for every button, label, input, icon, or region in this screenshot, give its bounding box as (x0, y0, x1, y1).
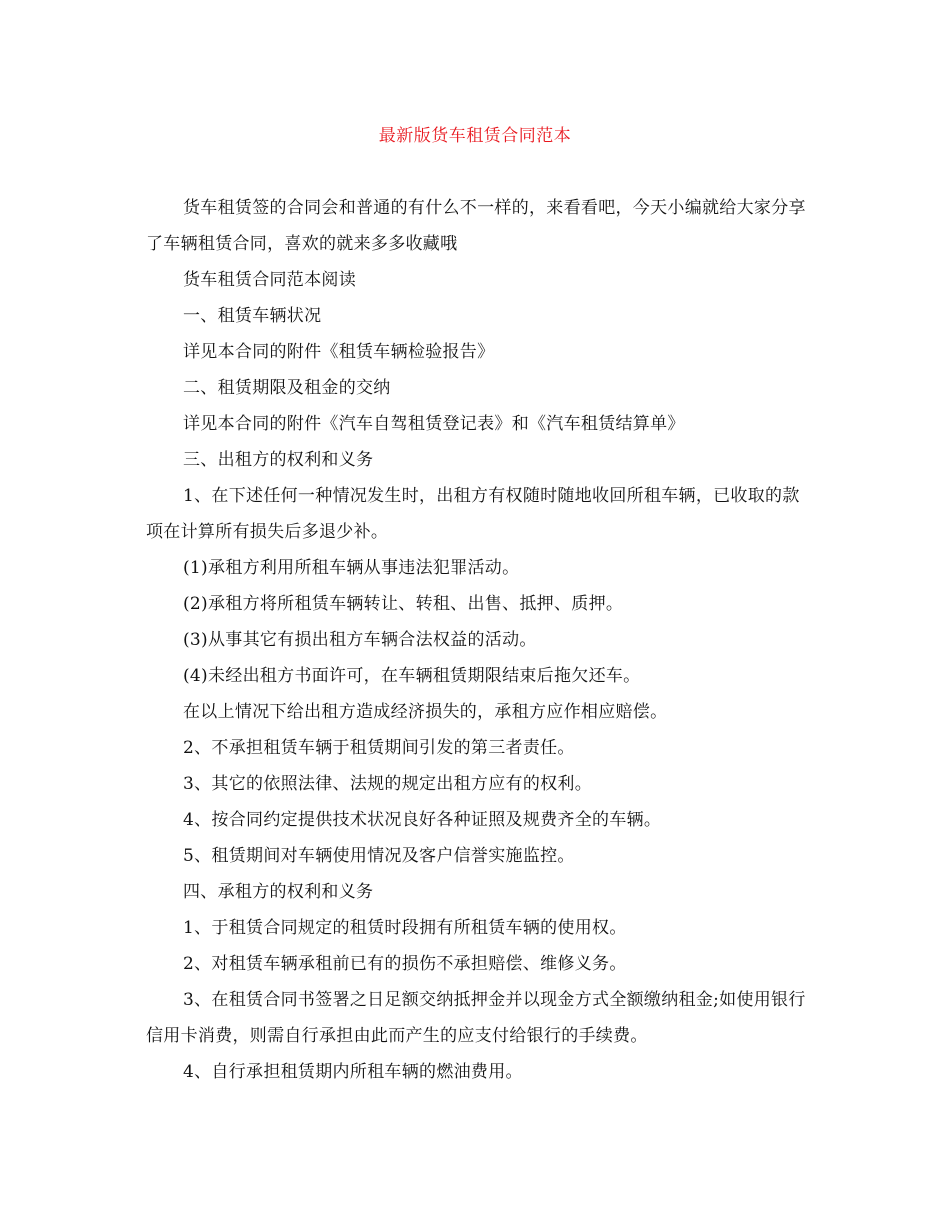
list-item: (2)承租方将所租赁车辆转让、转租、出售、抵押、质押。 (183, 594, 624, 614)
list-item: 5、租赁期间对车辆使用情况及客户信誉实施监控。 (183, 846, 575, 866)
section-heading: 二、租赁期限及租金的交纳 (183, 378, 391, 398)
list-item: 1、于租赁合同规定的租赁时段拥有所租赁车辆的使用权。 (183, 918, 627, 938)
section-heading: 一、租赁车辆状况 (183, 306, 322, 326)
paragraph: 在以上情况下给出租方造成经济损失的，承租方应作相应赔偿。 (183, 702, 668, 722)
list-item: 3、在租赁合同书签署之日足额交纳抵押金并以现金方式全额缴纳租金;如使用银行信用卡消费，则需自行承担由此而产生的应支付给银行的手续费。 (146, 990, 806, 1046)
list-item: (3)从事其它有损出租方车辆合法权益的活动。 (183, 630, 537, 650)
document-body (146, 190, 814, 1090)
list-item: 2、不承担租赁车辆于租赁期间引发的第三者责任。 (183, 738, 575, 758)
list-item: (1)承租方利用所租车辆从事违法犯罪活动。 (183, 558, 520, 578)
list-item: (4)未经出租方书面许可，在车辆租赁期限结束后拖欠还车。 (183, 666, 641, 686)
list-item: 1、在下述任何一种情况发生时，出租方有权随时随地收回所租车辆，已收取的款项在计算所有损失后多退少补。 (146, 486, 800, 542)
paragraph: 详见本合同的附件《汽车自驾租赁登记表》和《汽车租赁结算单》 (183, 414, 685, 434)
section-heading: 三、出租方的权利和义务 (183, 450, 374, 470)
paragraph: 货车租赁合同范本阅读 (183, 270, 356, 290)
list-item: 3、其它的依照法律、法规的规定出租方应有的权利。 (183, 774, 593, 794)
paragraph: 详见本合同的附件《租赁车辆检验报告》 (183, 342, 495, 362)
list-item: 2、对租赁车辆承租前已有的损伤不承担赔偿、维修义务。 (183, 954, 627, 974)
list-item: 4、按合同约定提供技术状况良好各种证照及规费齐全的车辆。 (183, 810, 662, 830)
paragraph: 货车租赁签的合同会和普通的有什么不一样的，来看看吧，今天小编就给大家分享了车辆租赁合同，喜欢的就来多多收藏哦 (146, 198, 806, 254)
section-heading: 四、承租方的权利和义务 (183, 882, 374, 902)
document-title: 最新版货车租赁合同范本 (378, 126, 572, 146)
list-item: 4、自行承担租赁期内所租车辆的燃油费用。 (183, 1062, 523, 1082)
